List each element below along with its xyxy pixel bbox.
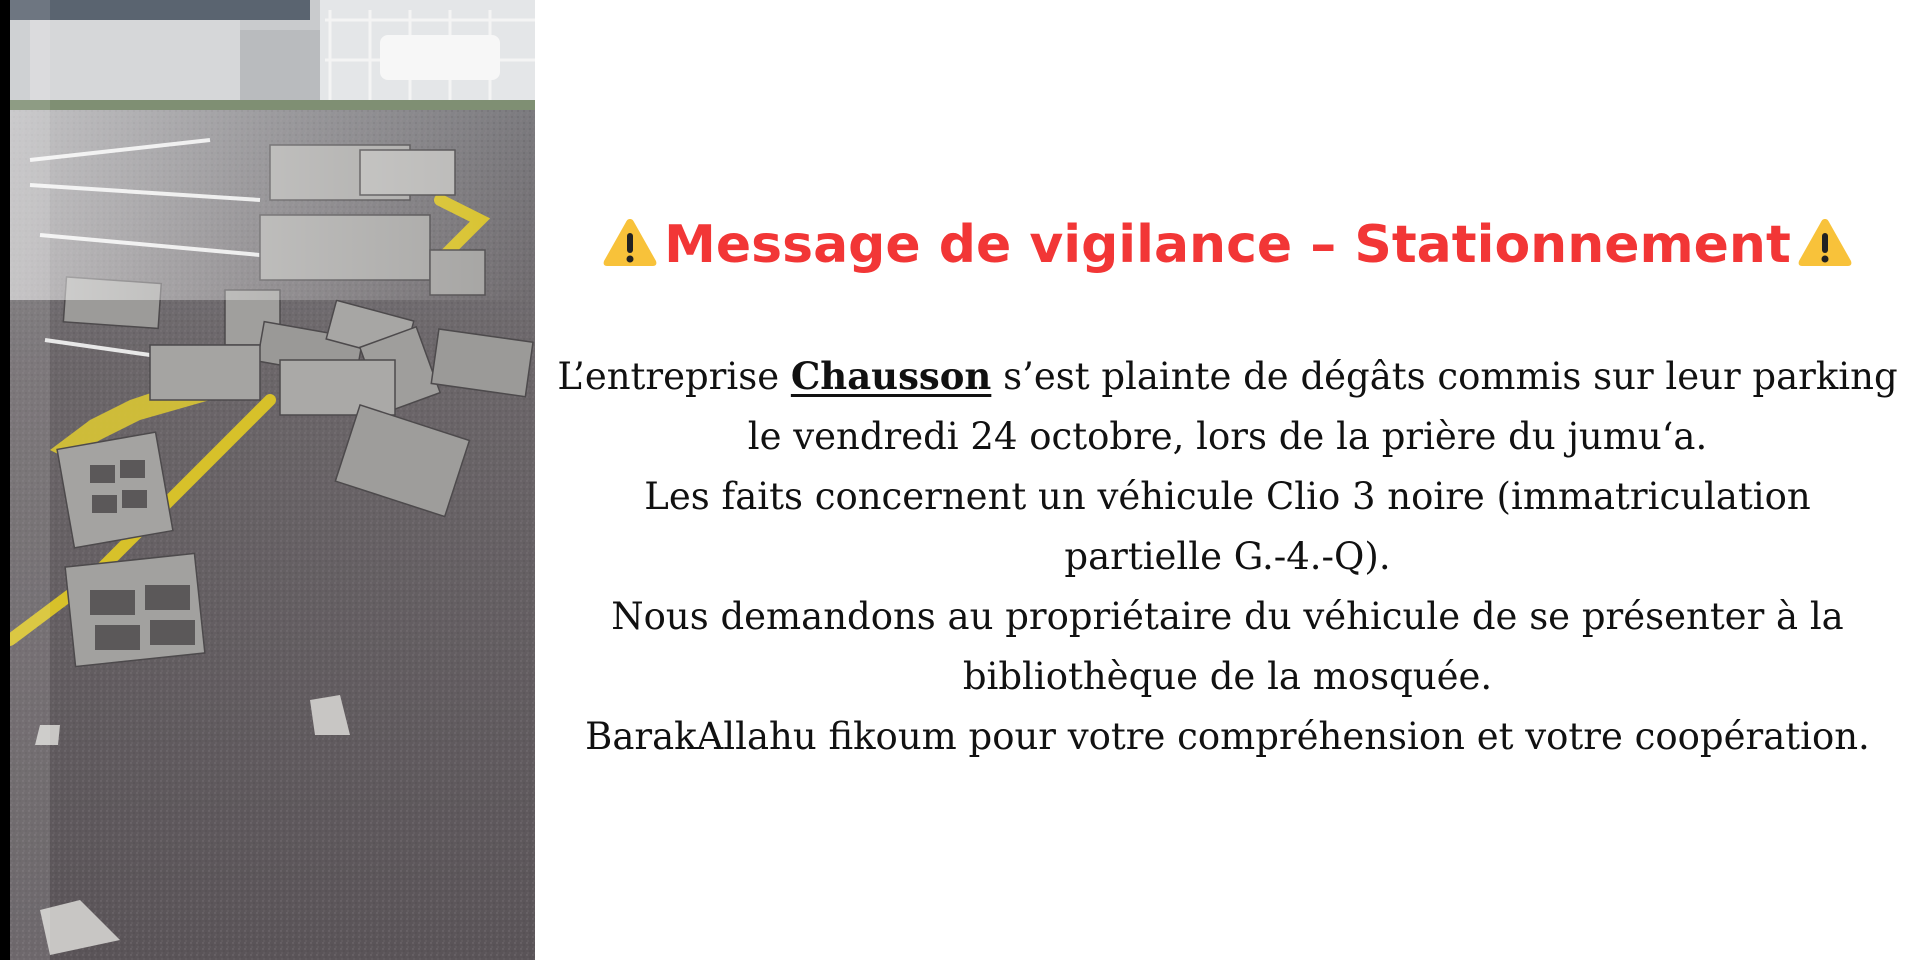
- body-line-5: Nous demandons au propriétaire du véhicule de se présenter à la: [611, 595, 1844, 638]
- notice-title-row: [545, 210, 1910, 280]
- body-line-2: le vendredi 24 octobre, lors de la prière du jumu‘a.: [747, 415, 1708, 458]
- notice-body: [545, 346, 1910, 767]
- notice-title: Message de vigilance – Stationnement: [664, 215, 1791, 275]
- warning-icon: [602, 216, 658, 268]
- body-line-1-end: s’est plainte de dégâts commis sur leur parking: [991, 355, 1898, 398]
- photo-left-edge: [0, 0, 10, 960]
- company-name: Chausson: [790, 354, 992, 398]
- body-line-6: bibliothèque de la mosquée.: [962, 655, 1493, 698]
- parking-damage-photo: [10, 0, 535, 960]
- body-line-4: partielle G.-4.-Q).: [1064, 535, 1391, 578]
- notice-panel: [545, 0, 1910, 960]
- body-line-1: [545, 346, 1910, 407]
- body-line-1-start: L’entreprise: [557, 355, 791, 398]
- warning-icon: [1797, 216, 1853, 268]
- body-line-7: BarakAllahu fikoum pour votre compréhension et votre coopération.: [585, 715, 1870, 758]
- body-line-3: Les faits concernent un véhicule Clio 3 noire (immatriculation: [644, 475, 1811, 518]
